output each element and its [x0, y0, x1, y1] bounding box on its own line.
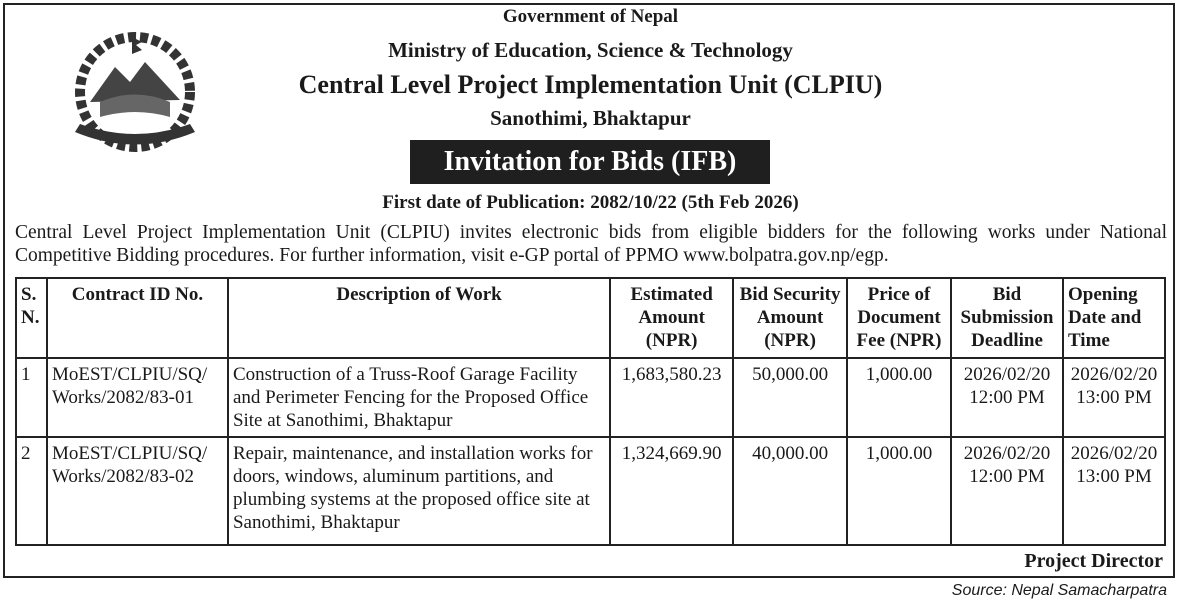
deadline-time: 12:00 PM	[969, 387, 1045, 408]
table-header-row	[16, 278, 1165, 358]
sn-cell: 1	[16, 358, 47, 437]
opening-cell	[1063, 437, 1165, 545]
column-header: Price of Document Fee (NPR)	[847, 278, 951, 358]
location-heading: Sanothimi, Bhaktapur	[490, 106, 691, 130]
deadline-cell	[951, 358, 1063, 437]
opening-cell	[1063, 358, 1165, 437]
column-header: Estimated Amount (NPR)	[610, 278, 733, 358]
opening-date: 2026/02/20	[1070, 364, 1158, 385]
table-row	[16, 358, 1165, 437]
deadline-date: 2026/02/20	[963, 364, 1051, 385]
column-header: Contract ID No.	[47, 278, 228, 358]
estimate-cell: 1,683,580.23	[610, 358, 733, 437]
government-heading: Government of Nepal	[502, 6, 679, 27]
column-header: Opening Date and Time	[1063, 278, 1165, 358]
column-header: S. N.	[16, 278, 47, 358]
deadline-cell	[951, 437, 1063, 545]
sn-cell: 2	[16, 437, 47, 545]
ministry-heading: Ministry of Education, Science & Technology	[388, 38, 793, 62]
column-header: Bid Security Amount (NPR)	[733, 278, 847, 358]
opening-date: 2026/02/20	[1070, 443, 1158, 464]
intro-paragraph: Central Level Project Implementation Unit (CLPIU) invites electronic bids from eligible bidders for the following works under National Competitive Bidding procedures. For further information, visit e-GP portal of PPMO www.bolpatra.gov.np/egp.	[15, 222, 1167, 266]
security-cell: 50,000.00	[733, 358, 847, 437]
publication-date: First date of Publication: 2082/10/22 (5th Feb 2026)	[382, 192, 799, 213]
unit-heading: Central Level Project Implementation Unit (CLPIU)	[298, 70, 883, 99]
column-header: Description of Work	[228, 278, 610, 358]
bids-table	[15, 277, 1166, 546]
table-row	[16, 437, 1165, 545]
contract-id-cell: MoEST/CLPIU/SQ/ Works/2082/83-01	[47, 358, 228, 437]
opening-time: 13:00 PM	[1076, 387, 1152, 408]
deadline-time: 12:00 PM	[969, 466, 1045, 487]
deadline-date: 2026/02/20	[963, 443, 1051, 464]
fee-cell: 1,000.00	[847, 437, 951, 545]
fee-cell: 1,000.00	[847, 358, 951, 437]
estimate-cell: 1,324,669.90	[610, 437, 733, 545]
opening-time: 13:00 PM	[1076, 466, 1152, 487]
column-header: Bid Submission Deadline	[951, 278, 1063, 358]
security-cell: 40,000.00	[733, 437, 847, 545]
signature-title: Project Director	[1024, 550, 1163, 572]
description-cell: Repair, maintenance, and installation works for doors, windows, aluminum partitions, and plumbing systems at the proposed office site at Sanothimi, Bhaktapur	[228, 437, 610, 545]
description-cell: Construction of a Truss-Roof Garage Facility and Perimeter Fencing for the Proposed Office Site at Sanothimi, Bhaktapur	[228, 358, 610, 437]
source-credit: Source: Nepal Samacharpatra	[951, 582, 1167, 599]
contract-id-cell: MoEST/CLPIU/SQ/ Works/2082/83-02	[47, 437, 228, 545]
ifb-banner: Invitation for Bids (IFB)	[410, 140, 770, 184]
